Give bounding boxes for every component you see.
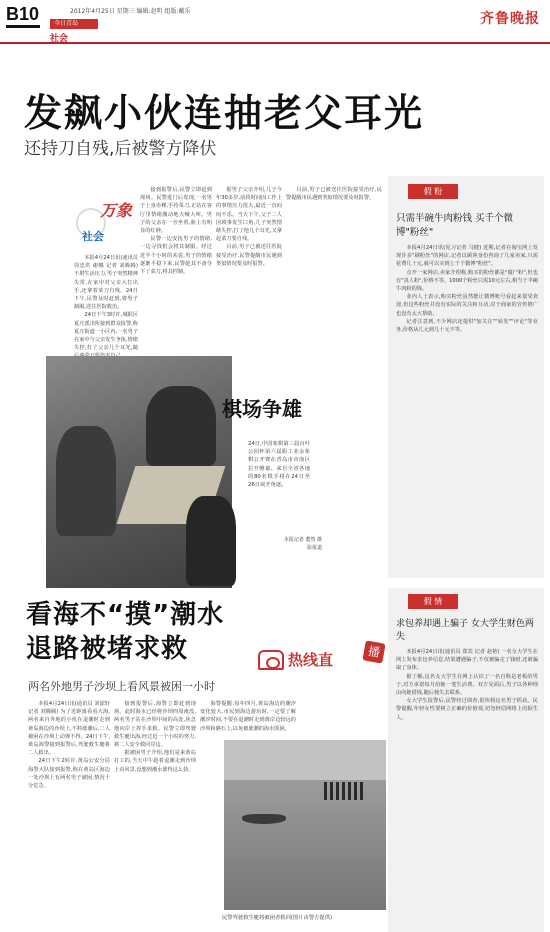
photo-player-right [186, 496, 236, 586]
fake-fans-banner: 假 粉 [408, 184, 458, 199]
photo-player-center [146, 386, 216, 466]
article1-subhead: 还持刀自残,后被警方降伏 [24, 139, 217, 159]
photo-story-caption: 24日,中国象棋第三届百叶公园杯第六届职工业余象棋公开赛在青岛市市南区拉开帷幕。来自全省各地的80名棋手将在24日至26日展开角逐。 [248, 441, 310, 489]
fake-love-p2: 据了解,这名女大学生在网上认识了一名自称是老板的男子,对方承诺每月给她一笔生活费。双方见面后,男子以各种理由向她借钱,随后便失去联系。 [396, 673, 538, 697]
article1-col1-p1: 本报4月24日讯(通讯员 周忠洪 谢娜 记者 刘腾腾) 不堪生活压力,男子突然精神失常,在家中对父亲大打出手,还拿着菜刀自残。24日下午,民警及时赶到,将男子制服,送往医院救治。 [74, 255, 138, 311]
section-label: 社会 [50, 34, 69, 44]
article2-headline [26, 598, 224, 666]
fake-love-title: 求包养却遇上骗子 女大学生财色两失 [396, 619, 534, 642]
fake-fans-title: 只需半碗牛肉粉钱 买千个微博"粉丝" [396, 213, 514, 238]
logo-top-text: 万象 [100, 201, 133, 220]
rescue-photo-caption: 民警驾驶救生艇将被困者救回(图片由警方提供) [222, 915, 333, 921]
article2-col1 [28, 700, 110, 926]
section-logo [72, 196, 136, 250]
fake-fans-p2: 点开一家网店,卖家介绍称,购买的粉丝都是"僵尸粉",但也有"真人粉",价格不等。1000个粉丝只需10元左右,相当于半碗牛肉粉的钱。 [396, 269, 538, 293]
hotline-stamp: 播 [362, 640, 385, 663]
hotline-badge [258, 644, 386, 672]
header-meta: 2012年4月25日 星期三 编辑:赵明 组版:戴乐 [70, 8, 191, 15]
article1-col4-p1: 目前,男子已被送往医院接受治疗,民警提醒市民遇到类似情况要及时报警。 [286, 187, 382, 202]
page-number-bar [6, 25, 40, 28]
article1-col3-p2: 目前,男子已被送往医院接受治疗,民警提醒市民遇到类似情况要及时报警。 [216, 244, 282, 267]
photo-shore [224, 740, 386, 780]
logo-bottom-text: 社会 [82, 230, 104, 243]
fake-fans-p1: 本报4月24日讯(见习记者 马健) 近期,记者在淘宝网上发现许多"刷粉丝"的网店,记者以顾客身份咨询了几家卖家,只需花费几十元,就可以买到上千个微博"粉丝"。 [396, 245, 538, 268]
hotline-text: 热线直 [288, 651, 334, 669]
photo-people [324, 782, 364, 800]
article1-headline: 发飙小伙连抽老父耳光 [24, 91, 425, 135]
article1-col3 [216, 186, 282, 350]
article2-col2-p2: 据被困男子介绍,他们是来黄岛打工的,当天中午趁着退潮走到沙坝上看风景,没想到潮水涨得这么快。 [114, 750, 196, 773]
chess-photo [46, 356, 232, 588]
article2-col1-p1: 本报4月24日讯(通讯员 刘韶轩 记者 刘腾腾) 为了近距离看看大海,两名来自外地的小伙在退潮时走到黄岛海边的沙坝上,不料涨潮后,二人被困在沙坝上动弹不得。24日下午,黄岛海警接到报警后,驾驶救生艇将二人救出。 [28, 701, 110, 757]
photo-story-title: 棋场争雄 [222, 397, 302, 421]
photo-story-credit: 本报记者 董然 摄影报道 [283, 537, 322, 551]
article1-col1-p2: 24日下午3时许,城阳区夏庄派出所接到群众报警,称夏庄街道一小区内,一名男子在家中与父亲发生争执,情绪失控,打了父亲几个耳光,随 [74, 312, 138, 352]
article1-col2-p1: 接到报警后,民警立即赶到现场。民警进门后发现,一名男子上身赤裸,手持菜刀,正站在客厅里情绪激动地大喊大叫。男子的父亲在一旁坐着,脸上有明显的红肿。 [140, 187, 212, 235]
fake-fans-p4: 记者注意到,不少网店还提供"加关注""转发""评论"等业务,价格从几元到几十元不等。 [396, 318, 538, 334]
article2-col1-p2: 24日下午2时许,黄岛公安分局海警大队接到报警,称在黄岛区海边一处沙坝上有两名男子被困,情况十分危急。 [28, 758, 110, 790]
article2-col3 [200, 700, 296, 736]
page-number: B10 [6, 4, 40, 24]
photo-player-left [56, 426, 116, 536]
phone-icon [258, 650, 284, 670]
article2-col3-p1: 海警提醒:每年四月,黄岛海边的潮汐变化较大,市民到海边游玩时,一定要了解潮汐时间,不要在退潮时走到离岸边较远的沙坝和礁石上,以免被涨潮的海水围困。 [200, 701, 296, 732]
article2-col2-p1: 接到报警后,海警立即赶到现场。此时海水已经将沙坝四周淹没,两名男子站在沙坝中间的高处,焦急地向岸上挥手求救。民警立即驾驶救生艇出海,经过近一个小时的努力,将二人安全救回岸边。 [114, 701, 196, 749]
page-header [0, 0, 550, 44]
brand-logo: 齐鲁晚报 [480, 11, 540, 27]
article1-col2 [140, 186, 212, 350]
fake-fans-p3: 业内人士表示,购买粉丝虽然能让微博账号看起来很受欢迎,但这些粉丝并没有实际的关注和互动,对于商家的宣传推广也没有太大帮助。 [396, 294, 538, 317]
article2-headline-line2: 退路被堵求救 [26, 634, 189, 664]
article2-subhead: 两名外地男子沙坝上看风景被困一小时 [28, 680, 215, 693]
article2-col2 [114, 700, 196, 926]
rescue-photo [224, 740, 386, 910]
article1-col2-p2: 民警一边安抚男子的情绪,一边寻找机会将其制服。经过近半个小时的劝说,男子的情绪逐渐平稳下来,民警趁其不备夺下了菜刀,将其控制。 [140, 236, 212, 276]
article1-col4 [286, 186, 382, 332]
article2-headline-line1: 看海不“摸”潮水 [26, 600, 225, 630]
fake-love-body [396, 648, 538, 926]
fake-fans-body [396, 244, 538, 574]
fake-love-p1: 本报4月24日讯(通讯员 郑宾 记者 赵艳) 一名女大学生在网上发布求包养信息,结果遭遇骗子,不仅被骗走了钱财,还被骗取了身体。 [396, 649, 538, 672]
section-tag: 今日青岛 [50, 19, 98, 29]
article1-col1 [74, 254, 138, 352]
article1-col3-p1: 据男子父亲介绍,儿子今年30多岁,前段时间因工作上的事情压力很大,最近一直闷闷不乐。当天下午,父子二人因琐事发生口角,儿子突然情绪失控,打了他几个耳光,又拿起菜刀要自残。 [216, 187, 282, 243]
photo-rescue-boat [242, 814, 286, 824]
fake-love-p3: 女大学生报警后,民警经过调查,很快将这名男子抓获。民警提醒,年轻女性要树立正确的价值观,切勿轻信网络上的陌生人。 [396, 698, 538, 721]
fake-love-banner: 假 情 [408, 594, 458, 609]
